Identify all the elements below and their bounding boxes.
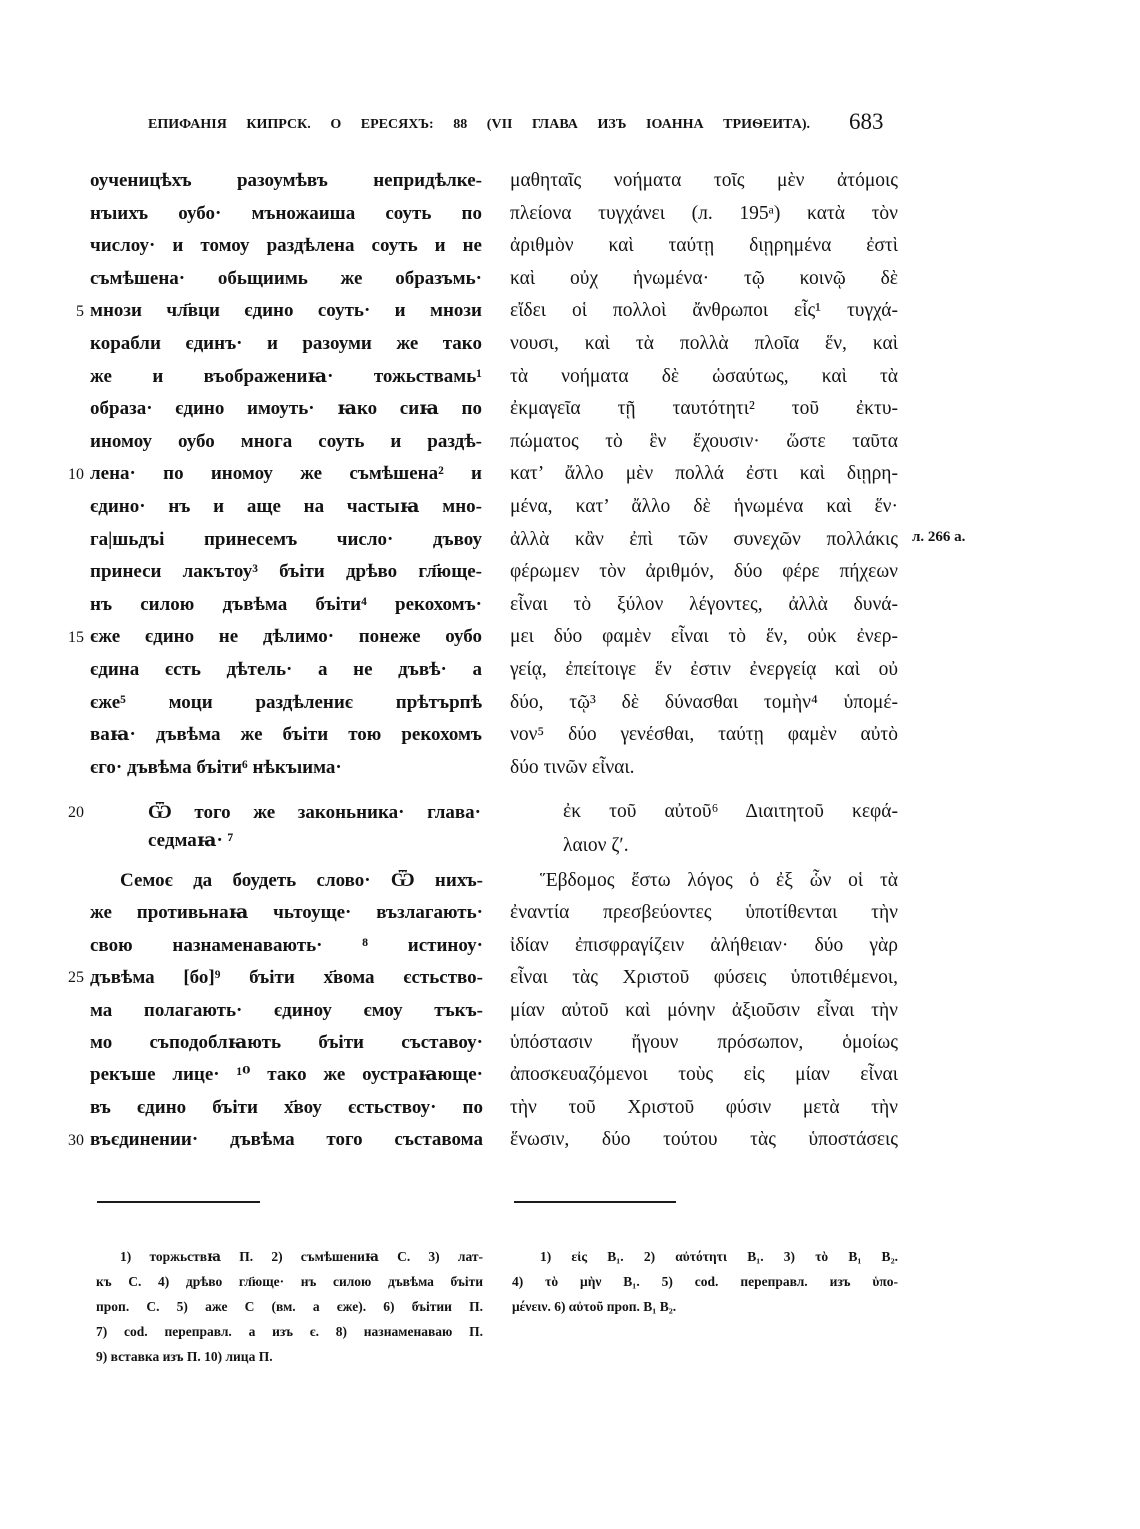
footnote-line: проп. С. 5) аже С (вм. а єже). 6) бъітии П. xyxy=(96,1299,483,1314)
slavonic-line: єдино· нъ и аще на частыꙗ мно- xyxy=(90,495,482,517)
line-number: 5 xyxy=(76,303,84,320)
greek-line: μίαν αὐτοῦ καὶ μόνην ἀξιοῦσιν εἶναι τὴν xyxy=(510,999,898,1021)
greek-line: ἀποσκευαζόμενοι τοὺς εἰς μίαν εἶναι xyxy=(510,1064,898,1086)
slavonic-heading-line: седмаꙗ· ⁷ xyxy=(148,830,234,851)
slavonic-line: въєдинении· дъвѣма того съставома xyxy=(90,1129,483,1151)
greek-line: νον⁵ δύο γενέσθαι, ταύτῃ φαμὲν αὐτὸ xyxy=(510,724,898,746)
line-number: 30 xyxy=(68,1132,84,1149)
margin-folio-note: л. 266 а. xyxy=(912,529,966,545)
greek-line: μει δύο φαμὲν εἶναι τὸ ἕν, οὐκ ἐνερ- xyxy=(510,626,898,648)
greek-line: εἴδει οἱ πολλοὶ ἄνθρωποι εἷς¹ τυγχά- xyxy=(510,300,898,322)
greek-line: πλείονα τυγχάνει (л. 195ᵃ) κατὰ τὸν xyxy=(510,202,898,224)
slavonic-paragraph xyxy=(90,865,483,1157)
footnote-line: μένειν. 6) αὐτοῦ проп. B₁ B₂. xyxy=(512,1299,677,1314)
slavonic-heading-line: Ѿ того же законьника· глава· xyxy=(148,802,481,823)
greek-line: πώματος τὸ ἓν ἔχουσιν· ὥστε ταῦτα xyxy=(510,430,898,452)
greek-line: μένα, κατ’ ἄλλο δὲ ἡνωμένα καὶ ἕν· xyxy=(510,495,898,517)
line-number: 25 xyxy=(68,969,84,986)
greek-line: ἐκμαγεῖα τῇ ταυτότητι² τοῦ ἐκτυ- xyxy=(510,398,898,420)
slavonic-line: ваꙗ· дъвѣма же бъіти тою рекохомъ xyxy=(90,724,482,746)
slavonic-text-column xyxy=(90,165,482,784)
slavonic-line: принеси лакътоу³ бъіти дрѣво гл҃юще- xyxy=(90,561,482,583)
greek-line: καὶ οὐχ ἡνωμένα· τῷ κοινῷ δὲ xyxy=(510,267,898,289)
greek-line: τὰ νοήματα δὲ ὡσαύτως, καὶ τὰ xyxy=(510,365,898,387)
slavonic-line: єдина єсть дѣтель· а не дъвѣ· а xyxy=(90,658,482,680)
greek-chapter-heading xyxy=(563,795,898,863)
page-number: 683 xyxy=(849,109,884,134)
slavonic-line: нъıихъ оубо· мъножаиша соуть по xyxy=(90,202,482,224)
greek-line: ἀλλὰ κἂν ἐπὶ τῶν συνεχῶν πολλάκις xyxy=(510,528,898,550)
slavonic-line: образа· єдино имоуть· ꙗко сиꙗ по xyxy=(90,398,482,420)
greek-line: δύο, τῷ³ δὲ δύνασθαι τομὴν⁴ ὑπομέ- xyxy=(510,691,898,713)
line-number: 15 xyxy=(68,629,84,646)
slavonic-footnotes xyxy=(96,1244,483,1369)
slavonic-line: иномоу оубо многа соуть и раздѣ- xyxy=(90,430,482,452)
footnote-separator xyxy=(514,1201,676,1203)
greek-line: μαθηταῖς νοήματα τοῖς μὲν ἀτόμοις xyxy=(510,170,898,191)
footnote-line: къ С. 4) дрѣво гл҃юще· нъ силою дъвѣма бъіти xyxy=(96,1274,483,1289)
slavonic-line: лена· по иномоу же съмѣшена² и xyxy=(90,463,482,485)
footnote-line: 4) τὸ μὴν B₁. 5) cod. переправл. изъ ὑπο- xyxy=(512,1274,898,1289)
slavonic-line: оученицѣхъ разоумѣвъ непридѣлке- xyxy=(90,170,482,191)
slavonic-line: ма полагають· єдиноу ємоу тъкъ- xyxy=(90,999,483,1021)
line-number: 20 xyxy=(68,804,84,821)
slavonic-line: же противьнаꙗ чьтоуще· възлагають· xyxy=(90,902,483,924)
greek-line: ἕνωσιν, δύο τούτου τὰς ὑποστάσεις xyxy=(510,1129,898,1151)
footnote-separator xyxy=(97,1201,260,1203)
greek-line: γείᾳ, ἐπείτοιγε ἕν ἐστιν ἐνεργείᾳ καὶ οὐ xyxy=(510,658,898,680)
running-title: ЕПИФАНІЯ КИПРСК. О ЕРЕСЯХЪ: 88 (VII ГЛАВА ИЗЪ ІОАННА ТРИѲЕИТА). xyxy=(148,117,810,132)
greek-line: κατ’ ἄλλο μὲν πολλά ἐστι καὶ διῃρη- xyxy=(510,463,898,485)
slavonic-line: нъ силою дъвѣма бъіти⁴ рекохомъ· xyxy=(90,593,482,615)
slavonic-line: рекъше лице· ¹⁰ тако же оустраꙗюще· xyxy=(90,1064,483,1086)
slavonic-line: съмѣшена· обьщиимь же образъмь· xyxy=(90,267,482,289)
greek-line: εἶναι τὰς Χριστοῦ φύσεις ὑποτιθέμενοι, xyxy=(510,967,898,989)
greek-line: ἐναντία πρεσβεύοντες ὑποτίθενται τὴν xyxy=(510,902,898,924)
slavonic-line: корабли єдинъ· и разоуми же тако xyxy=(90,332,482,354)
slavonic-chapter-heading xyxy=(148,799,481,855)
slavonic-line: же и въображениꙗ· тожьствамь¹ xyxy=(90,365,482,387)
slavonic-line: га|шьдъі принесемъ число· дъвоу xyxy=(90,528,482,550)
greek-line: εἶναι τὸ ξύλον λέγοντες, ἀλλὰ δυνά- xyxy=(510,593,898,615)
greek-line: ὑπόστασιν ἤγουν πρόσωπον, ὁμοίως xyxy=(510,1031,898,1053)
footnote-line: 9) вставка изъ П. 10) лица П. xyxy=(96,1349,273,1364)
greek-paragraph xyxy=(510,865,898,1157)
greek-line: ἰδίαν ἐπισφραγίζειν ἀλήθειαν· δύο γὰρ xyxy=(510,934,898,956)
greek-heading-line: ἐκ τοῦ αὐτοῦ⁶ Διαιτητοῦ κεφά- xyxy=(563,801,898,822)
greek-text-column xyxy=(510,165,898,784)
greek-line: ἀριθμὸν καὶ ταύτῃ διῃρημένα ἐστὶ xyxy=(510,235,898,257)
line-number: 10 xyxy=(68,466,84,483)
greek-line: τὴν τοῦ Χριστοῦ φύσιν μετὰ τὴν xyxy=(510,1096,898,1118)
greek-line: φέρωμεν τὸν ἀριθμόν, δύο φέρε πήχεων xyxy=(510,561,898,583)
slavonic-line: мнози чл҃вци єдино соуть· и мнози xyxy=(90,300,482,322)
greek-line: Ἕβδομος ἔστω λόγος ὁ ἐξ ὧν οἱ τὰ xyxy=(540,870,898,891)
slavonic-line: въ єдино бъіти х҃воу єстьствоу· по xyxy=(90,1096,483,1118)
slavonic-line: дъвѣма [бо]⁹ бъіти х҃вома єстьство- xyxy=(90,967,483,989)
greek-line: νουσι, καὶ τὰ πολλὰ πλοῖα ἕν, καὶ xyxy=(510,332,898,354)
slavonic-line: єго· дъвѣма бъіти⁶ нѣкъıима· xyxy=(90,756,342,778)
footnote-line: 1) εἰς B₁. 2) αὐτότητι B₁. 3) τὸ B₁ B₂. xyxy=(540,1249,898,1264)
slavonic-line: єже⁵ моци раздѣлениє прѣтърпѣ xyxy=(90,691,482,713)
slavonic-line: свою назнаменавають· ⁸ истиноу· xyxy=(90,934,483,956)
footnote-line: 1) торжьствꙗ П. 2) съмѣшениꙗ С. 3) лат- xyxy=(120,1249,483,1264)
greek-heading-line: λαιον ζʹ. xyxy=(563,835,629,856)
slavonic-line: Семоє да боудеть слово· Ѿ нихъ- xyxy=(120,870,483,891)
footnote-line: 7) cod. переправл. а изъ є. 8) назнаменаваю П. xyxy=(96,1324,483,1339)
greek-line: δύο τινῶν εἶναι. xyxy=(510,756,635,778)
slavonic-line: єже єдино не дѣлимо· понеже оубо xyxy=(90,626,482,648)
slavonic-line: числоу· и томоу раздѣлена соуть и не xyxy=(90,235,482,257)
slavonic-line: мо съподоблꙗють бъіти съставоу· xyxy=(90,1031,483,1053)
greek-footnotes xyxy=(512,1244,898,1319)
